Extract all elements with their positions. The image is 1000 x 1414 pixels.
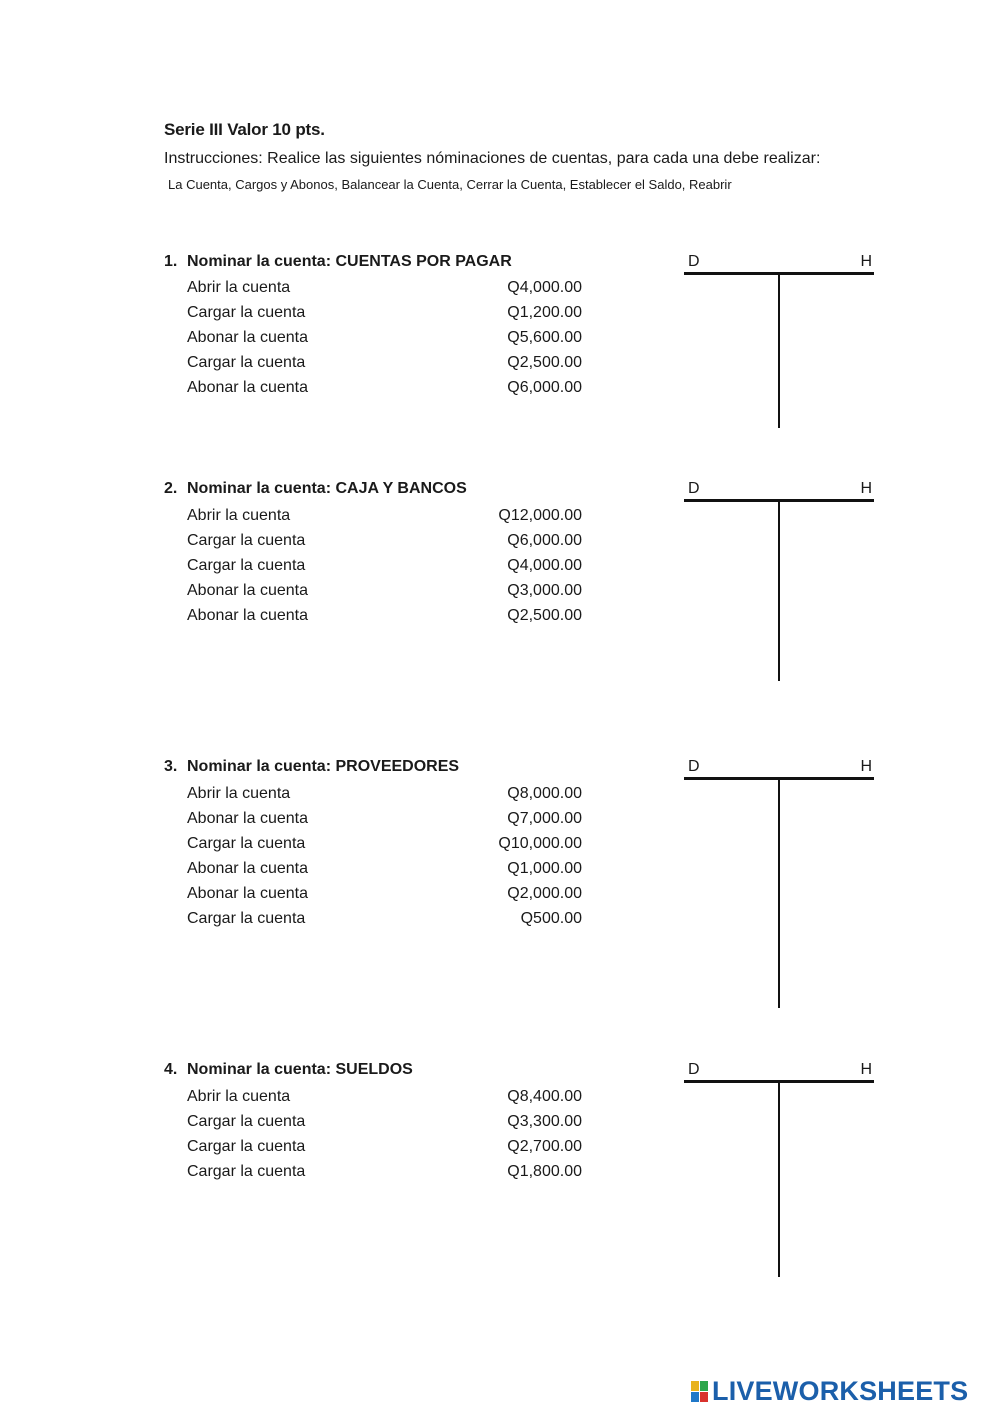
credit-label: H (860, 253, 872, 270)
entry-label: Cargar la cuenta (187, 557, 306, 574)
entry-amount: Q3,300.00 (507, 1113, 582, 1130)
entry-amount: Q4,000.00 (507, 557, 582, 574)
entry-amount: Q7,000.00 (507, 810, 582, 827)
entry-label: Cargar la cuenta (187, 910, 306, 927)
t-account (684, 758, 874, 1010)
list-item (187, 507, 582, 529)
list-item (187, 785, 582, 807)
entry-label: Abrir la cuenta (187, 1088, 291, 1105)
exercise-title: Nominar la cuenta: PROVEEDORES (187, 758, 460, 775)
entry-label: Abonar la cuenta (187, 810, 308, 827)
entry-label: Abonar la cuenta (187, 607, 308, 624)
t-account (684, 480, 874, 685)
list-item (187, 354, 582, 376)
entry-amount: Q1,200.00 (507, 304, 582, 321)
list-item (187, 1088, 582, 1110)
list-item (187, 1138, 582, 1160)
entry-label: Abonar la cuenta (187, 379, 308, 396)
exercise-heading (164, 480, 467, 498)
entry-amount: Q6,000.00 (507, 532, 582, 549)
t-account (684, 253, 874, 433)
entry-amount: Q2,000.00 (507, 885, 582, 902)
entry-label: Cargar la cuenta (187, 835, 306, 852)
list-item (187, 379, 582, 401)
exercise-title: Nominar la cuenta: CUENTAS POR PAGAR (187, 253, 512, 270)
entry-amount: Q2,500.00 (507, 607, 582, 624)
list-item (187, 532, 582, 554)
entry-label: Cargar la cuenta (187, 304, 306, 321)
entry-amount: Q4,000.00 (507, 279, 582, 296)
list-item (187, 860, 582, 882)
list-item (187, 582, 582, 604)
entry-amount: Q1,800.00 (507, 1163, 582, 1180)
list-item (187, 329, 582, 351)
list-item (187, 810, 582, 832)
list-item (187, 885, 582, 907)
exercise-number: 1. (164, 253, 178, 270)
list-item (187, 1163, 582, 1185)
instructions-text: Instrucciones: Realice las siguientes nóminaciones de cuentas, para cada una debe realizar: (164, 150, 821, 167)
entry-amount: Q1,000.00 (507, 860, 582, 877)
exercise-heading (164, 1061, 413, 1079)
entry-label: Cargar la cuenta (187, 532, 306, 549)
entry-label: Abonar la cuenta (187, 885, 308, 902)
credit-label: H (860, 1061, 872, 1078)
entry-label: Cargar la cuenta (187, 1163, 306, 1180)
entry-label: Cargar la cuenta (187, 1113, 306, 1130)
list-item (187, 304, 582, 326)
debit-label: D (688, 480, 700, 497)
exercise-heading (164, 758, 459, 776)
t-account-center-line (778, 501, 780, 681)
entry-label: Abrir la cuenta (187, 785, 291, 802)
list-item (187, 910, 582, 932)
entry-label: Cargar la cuenta (187, 354, 306, 371)
entry-amount: Q8,400.00 (507, 1088, 582, 1105)
credit-label: H (860, 758, 872, 775)
entry-label: Abonar la cuenta (187, 329, 308, 346)
entry-amount: Q10,000.00 (498, 835, 582, 852)
entry-label: Cargar la cuenta (187, 1138, 306, 1155)
list-item (187, 835, 582, 857)
exercise-number: 3. (164, 758, 178, 775)
entry-label: Abonar la cuenta (187, 582, 308, 599)
liveworksheets-brand (691, 1376, 968, 1407)
debit-label: D (688, 758, 700, 775)
entry-label: Abrir la cuenta (187, 279, 291, 296)
liveworksheets-logo-icon (691, 1381, 709, 1403)
list-item (187, 1113, 582, 1135)
list-item (187, 607, 582, 629)
entry-amount: Q3,000.00 (507, 582, 582, 599)
entry-amount: Q8,000.00 (507, 785, 582, 802)
entry-amount: Q2,700.00 (507, 1138, 582, 1155)
list-item (187, 279, 582, 301)
t-account-center-line (778, 779, 780, 1008)
entry-amount: Q12,000.00 (498, 507, 582, 524)
entry-amount: Q500.00 (520, 910, 582, 927)
t-account-center-line (778, 1082, 780, 1277)
t-account-center-line (778, 274, 780, 428)
entry-amount: Q5,600.00 (507, 329, 582, 346)
page-title: Serie III Valor 10 pts. (164, 120, 325, 139)
tasks-text: La Cuenta, Cargos y Abonos, Balancear la Cuenta, Cerrar la Cuenta, Establecer el Saldo, Reabrir (168, 177, 732, 192)
brand-name: LIVEWORKSHEETS (712, 1376, 969, 1406)
entry-label: Abrir la cuenta (187, 507, 291, 524)
exercise-title: Nominar la cuenta: SUELDOS (187, 1061, 413, 1078)
worksheet-header (164, 120, 821, 192)
exercise-title: Nominar la cuenta: CAJA Y BANCOS (187, 480, 467, 497)
exercise-number: 2. (164, 480, 178, 497)
entry-amount: Q6,000.00 (507, 379, 582, 396)
t-account (684, 1061, 874, 1281)
entry-amount: Q2,500.00 (507, 354, 582, 371)
entry-label: Abonar la cuenta (187, 860, 308, 877)
exercise-heading (164, 253, 512, 271)
exercise-number: 4. (164, 1061, 178, 1078)
debit-label: D (688, 1061, 700, 1078)
debit-label: D (688, 253, 700, 270)
list-item (187, 557, 582, 579)
credit-label: H (860, 480, 872, 497)
